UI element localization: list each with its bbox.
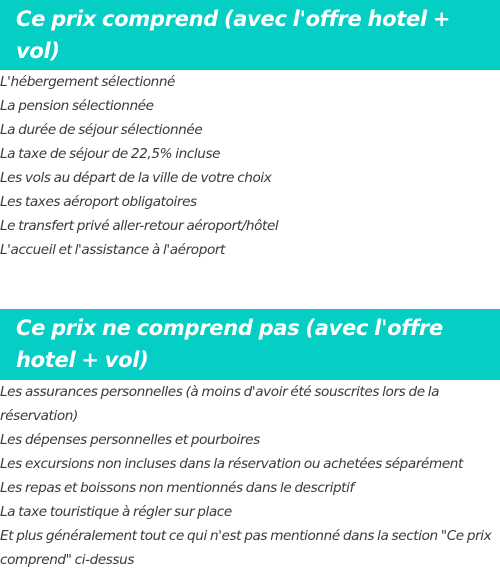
list-item: La taxe touristique à régler sur place xyxy=(0,504,232,520)
list-item: La durée de séjour sélectionnée xyxy=(0,122,203,138)
list-item: Le transfert privé aller-retour aéroport/hôtel xyxy=(0,218,279,234)
price-excludes-section xyxy=(0,309,500,572)
price-includes-heading: Ce prix comprend (avec l'offre hotel + vol) xyxy=(0,0,500,70)
list-item: Et plus généralement tout ce qui n'est pas mentionné dans la section "Ce prix comprend" ci-dessus xyxy=(0,528,492,568)
list-item: La pension sélectionnée xyxy=(0,98,154,114)
price-includes-list xyxy=(0,70,500,262)
list-item: Les repas et boissons non mentionnés dans le descriptif xyxy=(0,480,354,496)
list-item: Les vols au départ de la ville de votre choix xyxy=(0,170,272,186)
list-item: Les excursions non incluses dans la réservation ou achetées séparément xyxy=(0,456,463,472)
price-includes-section xyxy=(0,0,500,262)
list-item: L'hébergement sélectionné xyxy=(0,74,176,90)
list-item: La taxe de séjour de 22,5% incluse xyxy=(0,146,221,162)
list-item: Les taxes aéroport obligatoires xyxy=(0,194,197,210)
price-excludes-list xyxy=(0,380,500,572)
list-item: Les dépenses personnelles et pourboires xyxy=(0,432,260,448)
price-excludes-heading: Ce prix ne comprend pas (avec l'offre hotel + vol) xyxy=(0,309,500,380)
list-item: Les assurances personnelles (à moins d'avoir été souscrites lors de la réservation) xyxy=(0,384,440,424)
list-item: L'accueil et l'assistance à l'aéroport xyxy=(0,242,225,258)
